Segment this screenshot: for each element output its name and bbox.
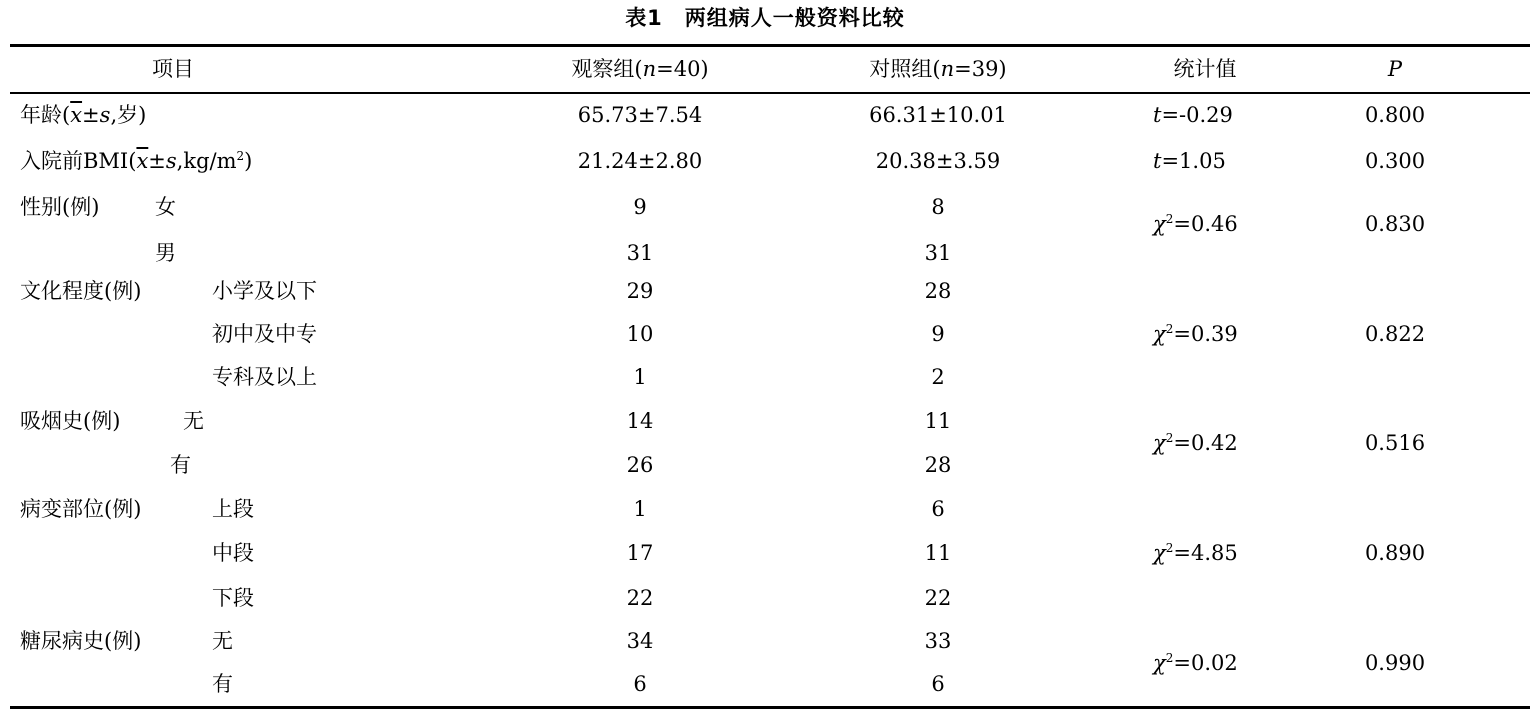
observation-value: 17 — [626, 541, 654, 565]
table-row — [0, 530, 1530, 576]
table-row — [0, 486, 1530, 532]
row-label-diabetes: 糖尿病史(例) — [20, 629, 142, 653]
control-value: 11 — [924, 409, 952, 433]
diabetes-statistic: $\chi^2=0.02$ — [1153, 651, 1238, 675]
bmi-p-value: 0.300 — [1364, 149, 1426, 173]
bmi-control-value: 20.38±3.59 — [875, 149, 1001, 173]
row-label-sex: 性别(例) — [20, 195, 100, 219]
table-row-age — [0, 92, 1530, 138]
row-sublabel: 初中及中专 — [212, 322, 317, 346]
smoking-p-value: 0.516 — [1364, 431, 1426, 455]
control-value: 8 — [931, 195, 945, 219]
row-label-smoking: 吸烟史(例) — [20, 409, 121, 433]
row-sublabel: 女 — [155, 195, 176, 219]
control-value: 33 — [924, 629, 952, 653]
bmi-observation-value: 21.24±2.80 — [577, 149, 703, 173]
bmi-statistic: t=1.05 — [1153, 149, 1226, 173]
bottom-rule — [10, 706, 1530, 709]
row-label-lesion-location: 病变部位(例) — [20, 497, 142, 521]
row-sublabel: 有 — [212, 672, 233, 696]
observation-value: 22 — [626, 586, 654, 610]
table-header — [0, 46, 1530, 92]
observation-value: 9 — [633, 195, 647, 219]
table-row — [0, 618, 1530, 664]
control-value: 6 — [931, 672, 945, 696]
table-row — [0, 398, 1530, 444]
control-value: 28 — [924, 279, 952, 303]
row-sublabel: 无 — [183, 409, 204, 433]
row-label-bmi: 入院前$BMI(\overline{x}\pm s,kg/m^2)$ — [20, 149, 253, 173]
table-row — [0, 268, 1530, 314]
row-sublabel: 小学及以下 — [212, 279, 317, 303]
header-statistic: 统计值 — [1173, 57, 1237, 81]
table-row — [0, 354, 1530, 400]
table-row — [0, 311, 1530, 357]
smoking-statistic: $\chi^2=0.42$ — [1153, 431, 1238, 455]
control-value: 22 — [924, 586, 952, 610]
observation-value: 10 — [626, 322, 654, 346]
age-control-value: 66.31±10.01 — [869, 103, 1007, 127]
observation-value: 29 — [626, 279, 654, 303]
table-row — [0, 575, 1530, 621]
sex-statistic: $\chi^2=0.46$ — [1153, 212, 1238, 236]
observation-value: 34 — [626, 629, 654, 653]
age-p-value: 0.800 — [1364, 103, 1426, 127]
row-sublabel: 男 — [155, 241, 176, 265]
table-row — [0, 661, 1530, 707]
header-item: 项目 — [152, 57, 194, 81]
observation-value: 31 — [626, 241, 654, 265]
row-sublabel: 有 — [170, 453, 191, 477]
row-sublabel: 下段 — [212, 586, 254, 610]
observation-value: 6 — [633, 672, 647, 696]
control-value: 9 — [931, 322, 945, 346]
observation-value: 26 — [626, 453, 654, 477]
diabetes-p-value: 0.990 — [1364, 651, 1426, 675]
age-observation-value: 65.73±7.54 — [577, 103, 703, 127]
lesion-location-p-value: 0.890 — [1364, 541, 1426, 565]
observation-value: 14 — [626, 409, 654, 433]
row-sublabel: 专科及以上 — [212, 365, 317, 389]
row-sublabel: 无 — [212, 629, 233, 653]
observation-value: 1 — [633, 497, 647, 521]
sex-p-value: 0.830 — [1364, 212, 1426, 236]
education-statistic: $\chi^2=0.39$ — [1153, 322, 1238, 346]
row-sublabel: 中段 — [212, 541, 254, 565]
header-control-group: 对照组(n=39) — [869, 57, 1007, 81]
control-value: 31 — [924, 241, 952, 265]
row-sublabel: 上段 — [212, 497, 254, 521]
control-value: 6 — [931, 497, 945, 521]
table-row — [0, 442, 1530, 488]
header-p-value: P — [1387, 57, 1403, 81]
control-value: 2 — [931, 365, 945, 389]
control-value: 11 — [924, 541, 952, 565]
header-observation-group: 观察组(n=40) — [571, 57, 709, 81]
table-title: 表1 两组病人一般资料比较 — [625, 6, 905, 30]
lesion-location-statistic: $\chi^2=4.85$ — [1153, 541, 1238, 565]
observation-value: 1 — [633, 365, 647, 389]
table-row-bmi — [0, 138, 1530, 184]
row-label-age: 年龄($\overline{x}\pm s$,岁) — [20, 103, 147, 127]
table-row — [0, 184, 1530, 230]
row-label-education: 文化程度(例) — [20, 279, 142, 303]
control-value: 28 — [924, 453, 952, 477]
age-statistic: t=-0.29 — [1153, 103, 1233, 127]
education-p-value: 0.822 — [1364, 322, 1426, 346]
